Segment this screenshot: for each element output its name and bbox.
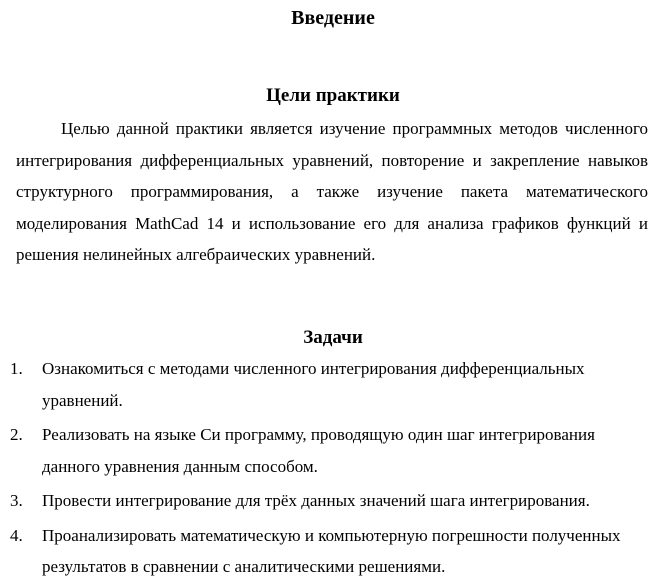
goals-heading: Цели практики xyxy=(266,85,400,106)
list-item-text: Реализовать на языке Си программу, проводящую один шаг интегрирования данного уравнения данным способом. xyxy=(42,425,595,476)
list-item-text: Проанализировать математическую и компьютерную погрешности полученных результатов в сравнении с аналитическими решениями. xyxy=(42,525,621,576)
list-item xyxy=(0,419,638,482)
list-item-number: 1. xyxy=(10,359,23,378)
list-item-text: Провести интегрирование для трёх данных значений шага интегрирования. xyxy=(42,491,590,510)
tasks-list xyxy=(0,353,666,586)
page-title: Введение xyxy=(291,7,375,29)
list-item xyxy=(0,520,638,583)
list-item xyxy=(0,353,638,416)
list-item-text: Ознакомиться с методами численного интегрирования дифференциальных уравнений. xyxy=(42,359,585,410)
list-item xyxy=(0,485,638,517)
goals-paragraph: Целью данной практики является изучение программных методов численного интегрирования дифференциальных уравнений, повторение и закрепление навыков структурного программирования, а также изучение пакета математического моделирования MathCad 14 и использование его для анализа графиков функций и решения нелинейных алгебраических уравнений. xyxy=(16,119,648,264)
list-item-number: 4. xyxy=(10,525,23,545)
tasks-heading: Задачи xyxy=(303,327,363,348)
list-item-number: 2. xyxy=(10,425,23,444)
list-item-number: 3. xyxy=(10,491,23,510)
